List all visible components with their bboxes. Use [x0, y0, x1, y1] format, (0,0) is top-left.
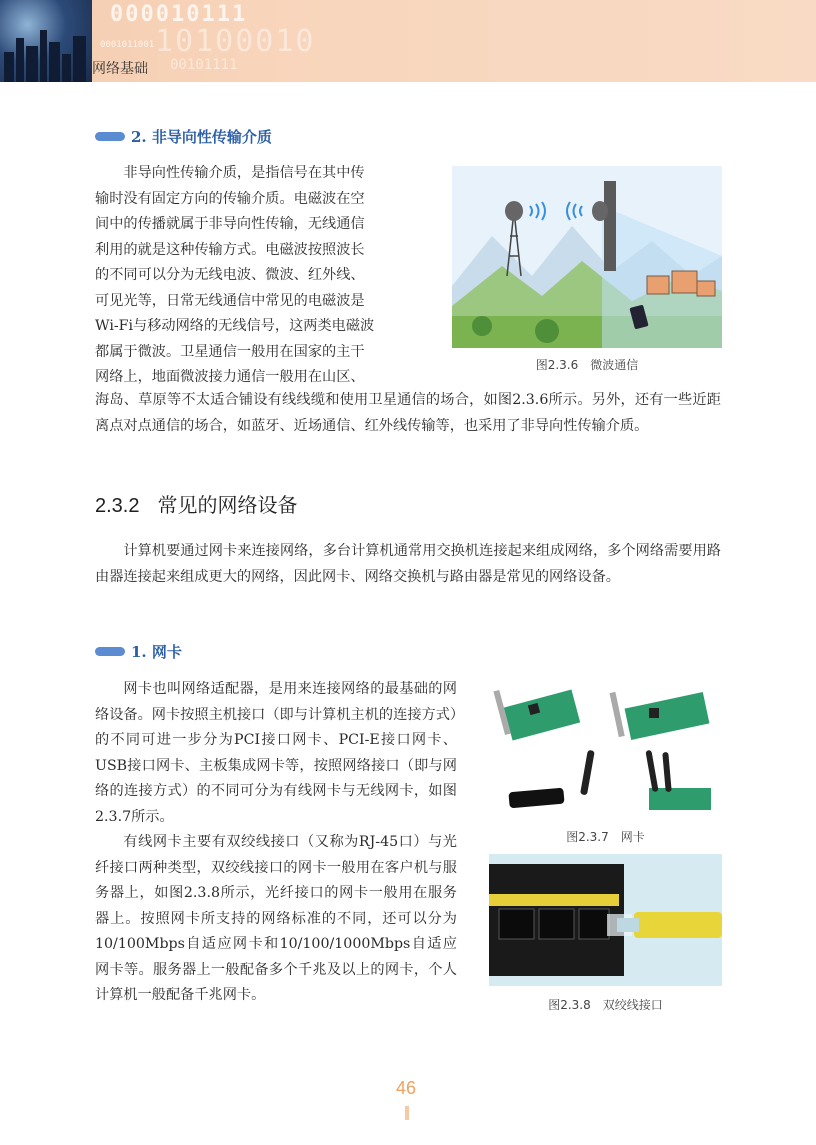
- section-title: 2. 非导向性传输介质: [131, 127, 272, 146]
- paragraph-line: 非导向性传输介质，是指信号在其中传: [123, 165, 365, 181]
- pcie-wireless-nic-icon: [645, 750, 711, 810]
- pcie-nic-icon: [609, 692, 709, 740]
- paragraph-line: 都属于微波。卫星通信一般用在国家的主干: [95, 343, 365, 360]
- page-header: [0, 0, 816, 82]
- header-city-image: [0, 0, 92, 82]
- figure-network-cards: [489, 680, 722, 823]
- header-section-label: 网络基础: [92, 61, 148, 77]
- header-binary-decoration: 000010111 0001011001 10100010 00101111: [100, 2, 316, 73]
- unguided-media-paragraph-continued: 海岛、草原等不太适合铺设有线线缆和使用卫星通信的场合，如图2.3.6所示。另外，还有一些近距离点对点通信的场合，如蓝牙、近场通信、红外线传输等，也采用了非导向性传输介质。: [95, 392, 721, 434]
- section-heading-unguided-media: [95, 125, 272, 147]
- subsection-number: 2.3.2: [95, 495, 140, 517]
- page-number-bar: [405, 1106, 409, 1120]
- paragraph-line: 可见光等，日常无线通信中常见的电磁波是: [95, 292, 365, 309]
- pci-nic-icon: [493, 690, 580, 741]
- heading-bar-icon: [95, 132, 125, 141]
- heading-bar-icon: [95, 647, 125, 656]
- nic-paragraphs: 网卡也叫网络适配器，是用来连接网络的最基础的网络设备。网卡按照主机接口（即与计算机主机的连接方式）的不同可进一步分为PCI接口网卡、PCI-E接口网卡、USB接口网卡、主板集成网卡等，按照网络接口（即与网络的连接方式）的不同可分为有线网卡与无线网卡，如图2.3.7所示。 有线网卡主要有双绞线接口（又称为RJ-45口）与光纤接口两种类型，双绞线接口的网卡一般用在客户机与服务器上，如图2.3.8所示，光纤接口的网卡一般用在服务器上。按照网卡所支持的网络标准的不同，还可以分为10/100Mbps自适应网卡和10/100/1000Mbps自适应网卡等。服务器上一般配备多个千兆及以上的网卡，个人计算机一般配备千兆网卡。: [95, 681, 457, 1003]
- subsection-title: 常见的网络设备: [157, 495, 298, 517]
- paragraph-line: 间中的传播就属于非导向性传输，无线通信: [95, 216, 365, 232]
- paragraph-line: Wi-Fi与移动网络的无线信号，这两类电磁波: [95, 318, 375, 334]
- subsection-heading-network-devices: [95, 489, 297, 518]
- paragraph-line: 的不同可以分为无线电波、微波、红外线、: [95, 267, 365, 283]
- figure-microwave-communication: [452, 166, 722, 348]
- section-heading-nic: [95, 640, 182, 662]
- figure-twisted-pair-port: [489, 854, 722, 986]
- network-devices-paragraph: 计算机要通过网卡来连接网络，多台计算机通常用交换机连接起来组成网络，多个网络需要用路由器连接起来组成更大的网络，因此网卡、网络交换机与路由器是常见的网络设备。: [95, 543, 721, 585]
- page-number: 46: [396, 1078, 417, 1098]
- figure-caption: 图2.3.8 双绞线接口: [548, 998, 663, 1012]
- figure-caption: 图2.3.7 网卡: [566, 830, 645, 844]
- section-title: 1. 网卡: [131, 642, 182, 661]
- paragraph-line: 输时没有固定方向的传输介质。电磁波在空: [95, 190, 365, 207]
- paragraph-line: 利用的就是这种传输方式。电磁波按照波长: [95, 241, 365, 258]
- unguided-media-paragraph-lines: [95, 161, 425, 391]
- paragraph-line: 网络上，地面微波接力通信一般用在山区、: [95, 369, 365, 385]
- figure-caption: 图2.3.6 微波通信: [535, 358, 639, 372]
- usb-wireless-nic-icon: [508, 750, 594, 809]
